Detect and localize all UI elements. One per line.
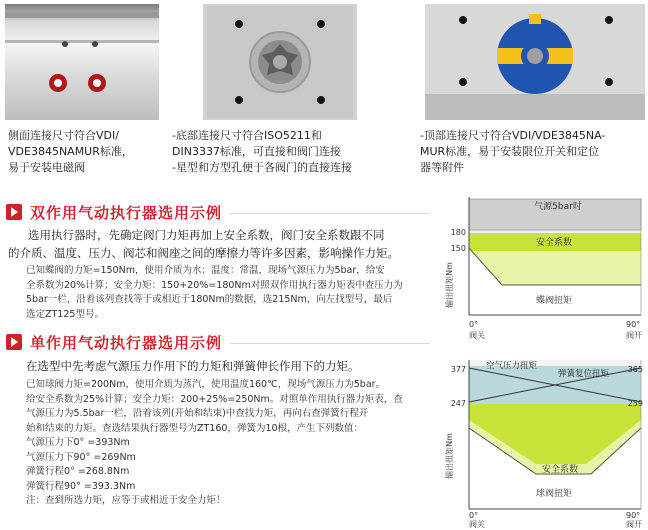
photo-bottom-connection xyxy=(203,4,357,120)
valve-band-label: 蝶阀扭矩 xyxy=(535,296,573,306)
y-axis-label: 输出扭矩Nm xyxy=(445,262,454,308)
caption-bottom-connection xyxy=(172,128,422,176)
section-title: 双作用气动执行器选用示例 xyxy=(30,203,223,222)
example-line: 始和结束的力矩。查选结果执行器型号为ZT160，弹簧为10根，产生下列数值： xyxy=(26,422,364,434)
x-tick-label: 0° xyxy=(469,320,479,329)
x-tick-text: 阀关 xyxy=(469,520,485,528)
intro-line: 在选型中先考虑气源压力作用下的力矩和弹簧伸长作用下的力矩。 xyxy=(26,359,360,373)
caption-line: DIN3337标准，可直接和阀门连接 xyxy=(172,145,341,158)
caption-line: MUR标准，易于安装限位开关和定位 xyxy=(420,145,600,158)
caption-line: -底部连接尺寸符合ISO5211和 xyxy=(172,129,322,142)
y-tick-right: 259 xyxy=(627,399,643,408)
section-double-acting-header xyxy=(6,201,222,223)
section-divider xyxy=(230,213,430,214)
example-line: 气源压力下90° =269Nm xyxy=(26,451,136,463)
example-line: 弹簧行程90° =393.3Nm xyxy=(26,480,136,492)
x-tick-label: 0° xyxy=(469,511,479,520)
section1-intro xyxy=(8,226,428,262)
photo-side-connection xyxy=(5,4,159,120)
y-tick-left: 247 xyxy=(450,399,466,408)
section2-example xyxy=(26,378,431,509)
example-line: 注：查到所选力矩，应等于或相近于安全力矩！ xyxy=(26,495,226,506)
x-tick-text: 阀开 xyxy=(626,331,642,340)
example-line: 弹簧行程0° =268.8Nm xyxy=(26,466,130,477)
caption-line: 易于安装电磁阀 xyxy=(8,161,85,174)
example-line: 气源压力为5.5bar一栏，沿着该列(开始和结束)中查找力矩，再向右查弹簧行程开 xyxy=(26,408,369,419)
air-band-label: 气源5bar时 xyxy=(534,202,582,212)
x-tick-text: 阀开 xyxy=(626,520,642,528)
caption-line: -顶部连接尺寸符合VDI/VDE3845NA- xyxy=(420,129,606,142)
x-tick-label: 90° xyxy=(626,320,641,329)
play-arrow-icon xyxy=(6,204,22,220)
x-tick-label: 90° xyxy=(626,511,641,520)
example-line: 气源压力下0° =393Nm xyxy=(26,437,130,448)
section2-intro xyxy=(26,357,431,375)
caption-top-connection xyxy=(420,128,648,176)
safety-band-label: 安全系数 xyxy=(535,238,573,248)
chart-butterfly-torque xyxy=(436,193,646,345)
intro-line: 的介质、温度、压力、阀芯和阀座之间的摩擦力等许多因素，影响操作力矩。 xyxy=(8,246,399,260)
series-spring-return-label: 弹簧复位扭矩 xyxy=(558,369,610,379)
play-arrow-icon xyxy=(6,334,22,350)
example-line: 5bar一栏，沿着该列查找等于或相近于180Nm的数据，选215Nm，向左找型号，最后 xyxy=(26,294,393,305)
photo-top-connection xyxy=(425,4,645,120)
example-line: 全系数为20%计算；安全力矩：150+20%=180Nm对照双作用执行器力矩表中查压力为 xyxy=(26,279,403,291)
y-tick-right: 365 xyxy=(627,365,643,374)
x-tick-text: 阀关 xyxy=(469,331,485,340)
example-line: 已知球阀力矩=200Nm，使用介质为蒸汽，使用温度160℃，现场气源压力为5bar。 xyxy=(26,379,386,390)
example-line: 已知蝶阀的力矩=150Nm，使用介质为水；温度：常温，现场气源压力为5bar，给安 xyxy=(26,265,385,276)
section-single-acting-header xyxy=(6,331,222,353)
valve-band-label: 球阀扭矩 xyxy=(535,489,573,499)
safety-band-label: 安全系数 xyxy=(541,465,579,475)
caption-line: 器等附件 xyxy=(420,161,464,174)
y-axis-label: 输出扭矩Nm xyxy=(445,433,454,479)
caption-line: 侧面连接尺寸符合VDI/ xyxy=(8,129,119,142)
caption-line: VDE3845NAMUR标准， xyxy=(8,145,133,158)
caption-side-connection xyxy=(8,128,198,176)
intro-line: 选用执行器时，先确定阀门力矩再加上安全系数，阀门安全系数跟不同 xyxy=(28,228,385,242)
y-tick-left: 377 xyxy=(450,365,466,374)
caption-line: -星型和方型孔便于各阀门的直接连接 xyxy=(172,161,352,174)
section1-example xyxy=(26,264,431,322)
chart-ball-valve-torque xyxy=(436,356,646,528)
section-title: 单作用气动执行器选用示例 xyxy=(30,333,223,352)
example-line: 选定ZT125型号。 xyxy=(26,308,104,320)
y-tick-label: 180 xyxy=(450,228,466,237)
y-tick-label: 150 xyxy=(450,244,466,253)
section-divider xyxy=(230,343,430,344)
series-air-pressure-label: 空气压力扭矩 xyxy=(486,361,538,371)
example-line: 给安全系数为25%计算；安全力矩：200+25%=250Nm。对照单作用执行器力矩表，查 xyxy=(26,393,403,405)
